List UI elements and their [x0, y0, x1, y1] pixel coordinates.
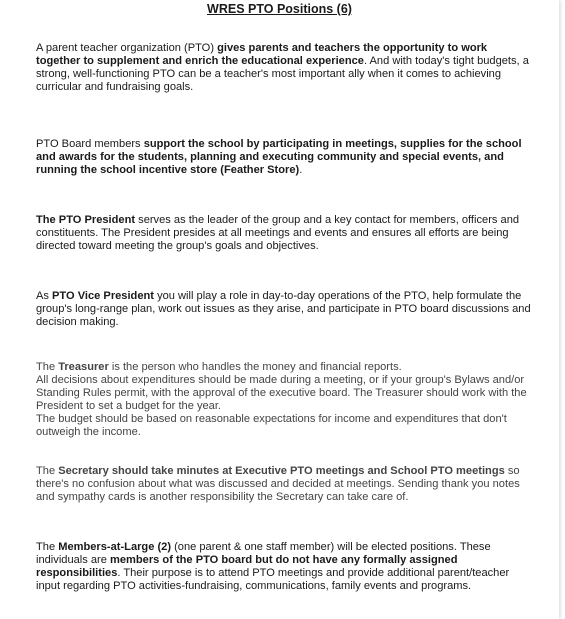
paragraph-treasurer: [36, 361, 531, 439]
intro-bold-1: gives parents and teachers the opportunity to work together to supplement and enrich the educational experience: [36, 42, 488, 67]
treasurer-line-3: The budget should be based on reasonable expectations for income and expenditures that don't outweigh the income.: [36, 413, 507, 438]
vp-text-1: As: [36, 290, 53, 302]
mal-text-2: (one parent & one staff member) will be elected positions. These individuals are: [36, 541, 491, 566]
paragraph-president: [36, 214, 531, 253]
secretary-text-2: so there's no confusion about what was discussed and decided at meetings. Sending thank you notes and sympathy cards is another responsibility the Secretary can take care of.: [36, 465, 520, 503]
treasurer-line-2: All decisions about expenditures should be made during a meeting, or if your group's Bylaws and/or Standing Rules permit, with the approval of the executive board. The Treasurer should work with the President to set a budget for the year.: [36, 374, 527, 412]
intro-text-1: A parent teacher organization (PTO): [36, 42, 218, 54]
treasurer-text-1: The: [36, 361, 59, 373]
mal-text-3: . Their purpose is to attend PTO meetings and provide additional parent/teacher input regarding PTO activities-fundraising, communications, family events and programs.: [36, 567, 510, 592]
president-bold-1: The PTO President: [36, 214, 136, 226]
intro-text-2: . And with today's tight budgets, a strong, well-functioning PTO can be a teacher's most important ally when it comes to achieving curricular and fundraising goals.: [36, 55, 529, 93]
secretary-text-1: The: [36, 465, 59, 477]
paragraph-board: [36, 138, 531, 177]
president-text-1: serves as the leader of the group and a key contact for members, officers and constituents. The President presides at all meetings and events and ensures all efforts are being directed toward meeting the group's goals and objectives.: [36, 214, 520, 252]
treasurer-bold-1: Treasurer: [58, 361, 109, 373]
vp-bold-1: PTO Vice President: [52, 290, 154, 302]
mal-text-1: The: [36, 541, 59, 553]
treasurer-text-2: is the person who handles the money and financial reports.: [108, 361, 402, 373]
paragraph-vice-president: [36, 290, 531, 329]
paragraph-members-at-large: [36, 541, 531, 593]
page-title: WRES PTO Positions (6): [207, 2, 352, 16]
board-text-2: .: [299, 164, 303, 176]
mal-bold-2: members of the PTO board but do not have any formally assigned responsibilities: [36, 554, 458, 579]
paragraph-secretary: [36, 465, 531, 504]
secretary-bold-1: Secretary should take minutes at Executive PTO meetings and School PTO meetings: [58, 465, 505, 477]
mal-bold-1: Members-at-Large (2): [58, 541, 172, 553]
paragraph-intro: [36, 42, 531, 94]
board-bold-1: support the school by participating in meetings, supplies for the school and awards for the students, planning and executing community and special events, and running the school incentive store (Feather Store): [36, 138, 522, 176]
vp-text-2: you will play a role in day-to-day operations of the PTO, help formulate the group's long-range plan, work out issues as they arise, and participate in PTO board discussions and decision making.: [36, 290, 531, 328]
board-text-1: PTO Board members: [36, 138, 144, 150]
